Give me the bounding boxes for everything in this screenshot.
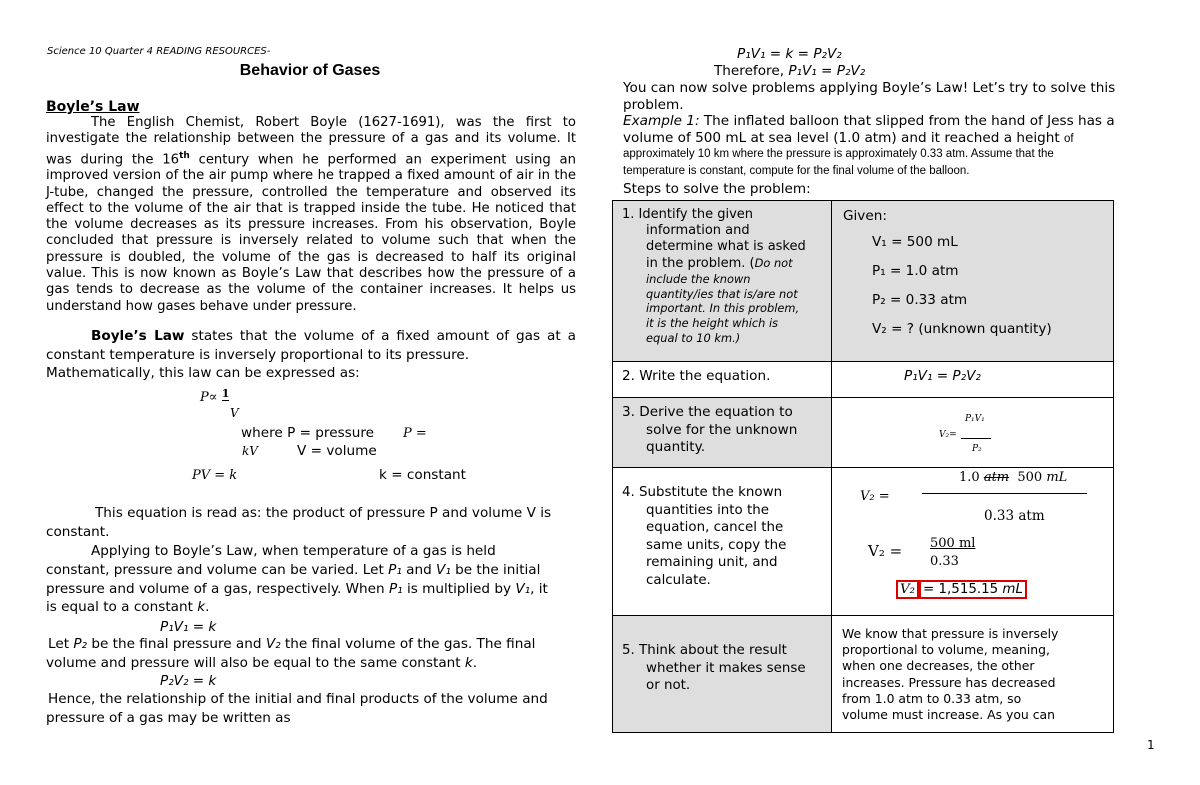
let-final-line-2: volume and pressure will also be equal to the same constant k. <box>46 655 478 671</box>
p-equals-eq-kv: kV <box>242 444 258 458</box>
eq-p1v1-k: P₁V₁ = k <box>160 619 217 635</box>
table-row <box>613 362 1114 398</box>
k-constant: k = constant <box>379 467 466 483</box>
table-row <box>613 616 1114 733</box>
final-answer: V₂ = 1,515.15 mL <box>896 580 1027 599</box>
law-statement: Boyle’s Law states that the volume of a fixed amount of gas at a constant temperature is inversely proportional to its pressure. <box>46 328 576 363</box>
step-2-answer: P₁V₁ = P₂V₂ <box>832 362 1114 398</box>
table-row <box>613 201 1114 362</box>
step-1: 1. Identify the given information and determine what is asked in the problem. (Do not include the known quantity/ies that is/are not important. In this problem, it is the height which is equal to 10 km.) <box>613 201 832 362</box>
steps-table <box>612 200 1114 733</box>
example-line-3: approximately 10 km where the pressure is approximately 0.33 atm. Assume that the <box>623 148 1054 160</box>
intro-paragraph: The English Chemist, Robert Boyle (1627-1691), was the first to investigate the relationship between the pressure of a gas and its volume. It was during the 16th century when he performed an experiment using an improved version of the air pump where he trapped a fixed amount of air in the J-tube, changed the pressure, controlled the temperature and observed its effect to the volume of the air that is trapped inside the tube. He noticed that the volume decreases as its pressure increases. From his observation, Boyle concluded that pressure is inversely related to volume such that when the pressure is doubled, the volume of the gas is decreased to half its original value. This is now known as Boyle’s Law that describes how the pressure of a gas tends to decrease as the volume of the container increases. It helps us understand how gases behave under pressure. <box>46 115 577 314</box>
let-final-line: Let P₂ be the final pressure and V₂ the final volume of the gas. The final <box>48 636 536 652</box>
section-heading: Boyle’s Law <box>46 99 140 115</box>
table-row <box>613 468 1114 616</box>
eq-p2v2-k: P₂V₂ = k <box>160 673 217 689</box>
solve-line-2: problem. <box>623 97 684 113</box>
step-5: 5. Think about the result whether it makes sense or not. <box>613 616 832 733</box>
where-volume: V = volume <box>297 443 377 459</box>
step-2: 2. Write the equation. <box>613 362 832 398</box>
page-number: 1 <box>1147 738 1155 752</box>
hence-line-2: pressure of a gas may be written as <box>46 710 291 726</box>
document-header: Science 10 Quarter 4 READING RESOURCES- <box>47 46 271 57</box>
math-intro: Mathematically, this law can be expressed as: <box>46 365 360 381</box>
boyle-eq-k: P₁V₁ = k = P₂V₂ <box>737 46 842 62</box>
example-line-4: temperature is constant, compute for the final volume of the balloon. <box>623 165 970 177</box>
solve-line: You can now solve problems applying Boyle’s Law! Let’s try to solve this <box>623 80 1116 96</box>
step-3: 3. Derive the equation to solve for the unknown quantity. <box>613 398 832 468</box>
therefore-line: Therefore, P₁V₁ = P₂V₂ <box>714 63 866 79</box>
pv-k-eq: PV = k <box>192 468 238 483</box>
document-title: Behavior of Gases <box>239 62 381 79</box>
example-line: Example 1: The inflated balloon that slipped from the hand of Jess has a <box>623 113 1115 129</box>
where-pressure: where P = pressure <box>241 425 375 441</box>
proportionality-eq: P∝ 1 <box>200 386 230 405</box>
p-equals-eq: P = <box>403 426 427 441</box>
step-4: 4. Substitute the known quantities into the equation, cancel the same units, copy the remaining unit, and calculate. <box>613 468 832 616</box>
apply-paragraph: Applying to Boyle’s Law, when temperature of a gas is held constant, pressure and volume can be varied. Let P₁ and V₁ be the initial pressure and volume of a gas, respectively. When P₁ is multiplied by V₁, it is equal to a constant k. <box>46 543 548 616</box>
step-3-answer: P₁V₁ V₂= P₂ <box>832 398 1114 468</box>
hence-line: Hence, the relationship of the initial and final products of the volume and <box>48 691 548 707</box>
proportionality-den: V <box>230 406 239 420</box>
step-5-answer: We know that pressure is inversely proportional to volume, meaning, when one decreases, the other increases. Pressure has decreased from 1.0 atm to 0.33 atm, so volume must increase. As you can <box>832 616 1114 733</box>
steps-label: Steps to solve the problem: <box>623 181 811 197</box>
step-4-answer: 1.0 atm 500 mL V₂ = 0.33 atm V₂ = 500 ml 0.33 V₂ = 1,515.15 mL <box>832 468 1114 616</box>
read-line-2: constant. <box>46 524 110 540</box>
example-line-2: volume of 500 mL at sea level (1.0 atm) and it reached a height of <box>623 130 1074 146</box>
step-1-answer: Given: V₁ = 500 mL P₁ = 1.0 atm P₂ = 0.33 atm V₂ = ? (unknown quantity) <box>832 201 1114 362</box>
table-row <box>613 398 1114 468</box>
read-line: This equation is read as: the product of pressure P and volume V is <box>95 505 552 521</box>
